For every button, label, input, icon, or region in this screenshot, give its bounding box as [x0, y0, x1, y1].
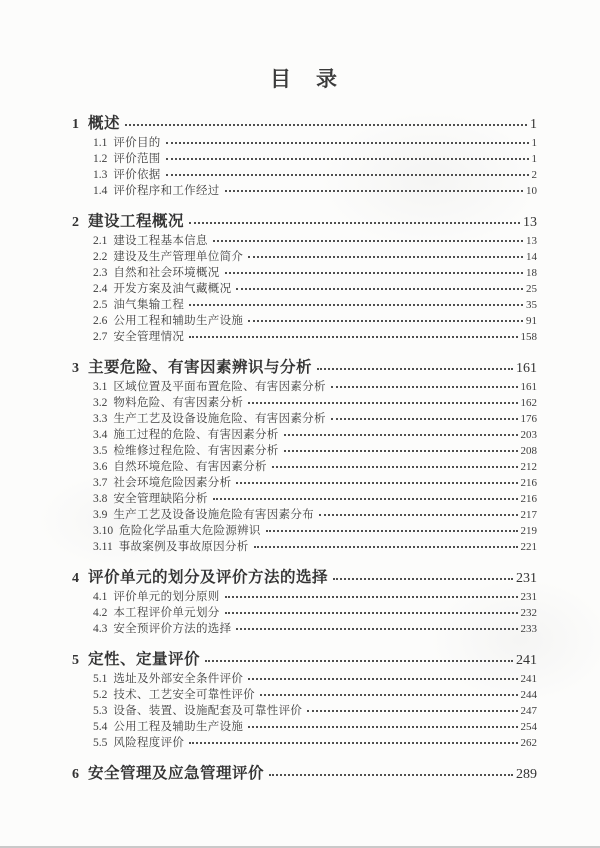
dot-leader — [236, 288, 523, 290]
dot-leader — [225, 272, 523, 274]
item-page-number: 212 — [520, 461, 537, 473]
dot-leader — [284, 450, 518, 452]
toc-item — [72, 735, 537, 751]
dot-leader — [248, 726, 517, 728]
item-page-number: 254 — [520, 721, 537, 733]
item-page-number: 176 — [520, 413, 537, 425]
item-page-number: 91 — [526, 315, 537, 327]
item-page-number: 162 — [520, 397, 537, 409]
item-page-number: 233 — [520, 623, 537, 635]
dot-leader — [213, 498, 518, 500]
toc-section — [72, 650, 537, 751]
toc-list — [72, 114, 537, 785]
toc-item — [72, 135, 537, 151]
dot-leader — [331, 386, 518, 388]
dot-leader — [248, 320, 523, 322]
section-title: 概述 — [88, 115, 121, 132]
toc-item — [72, 427, 537, 443]
toc-section-items — [72, 671, 537, 751]
dot-leader — [260, 694, 518, 696]
toc-item — [72, 459, 537, 475]
toc-item — [72, 491, 537, 507]
dot-leader — [189, 336, 517, 338]
toc-item — [72, 249, 537, 265]
dot-leader — [269, 774, 513, 776]
item-number: 4.3 — [93, 623, 108, 635]
section-page-number: 289 — [516, 767, 537, 782]
item-page-number: 247 — [520, 705, 537, 717]
dot-leader — [166, 158, 529, 160]
dot-leader — [189, 304, 523, 306]
toc-item — [72, 281, 537, 297]
dot-leader — [166, 142, 529, 144]
toc-item — [72, 395, 537, 411]
item-number: 1.3 — [93, 169, 108, 181]
toc-item — [72, 621, 537, 637]
dot-leader — [213, 240, 523, 242]
dot-leader — [189, 742, 517, 744]
item-title: 事故案例及事故原因分析 — [118, 541, 249, 553]
dot-leader — [272, 466, 518, 468]
item-number: 3.10 — [93, 525, 114, 537]
item-page-number: 10 — [526, 185, 537, 197]
item-number: 3.4 — [93, 429, 108, 441]
toc-section-heading — [72, 568, 537, 589]
section-page-number: 241 — [516, 653, 537, 668]
toc-item — [72, 703, 537, 719]
item-title: 生产工艺及设备设施危险有害因素分布 — [113, 509, 314, 521]
dot-leader — [125, 124, 527, 126]
toc-item — [72, 671, 537, 687]
section-number: 5 — [72, 653, 79, 668]
item-page-number: 241 — [520, 673, 537, 685]
item-title: 设备、装置、设施配套及可靠性评价 — [113, 705, 303, 717]
item-title: 危险化学品重大危险源辨识 — [119, 525, 261, 537]
dot-leader — [333, 578, 513, 580]
toc-item — [72, 183, 537, 199]
dot-leader — [248, 402, 517, 404]
item-title: 评价目的 — [113, 137, 161, 149]
toc-item — [72, 313, 537, 329]
item-page-number: 14 — [526, 251, 537, 263]
item-page-number: 232 — [520, 607, 537, 619]
toc-item — [72, 297, 537, 313]
item-number: 5.3 — [93, 705, 108, 717]
item-title: 风险程度评价 — [113, 737, 185, 749]
dot-leader — [225, 596, 518, 598]
section-number: 1 — [72, 117, 79, 132]
item-number: 5.2 — [93, 689, 108, 701]
toc-section — [72, 212, 537, 345]
toc-item — [72, 411, 537, 427]
item-page-number: 217 — [520, 509, 537, 521]
item-page-number: 1 — [531, 137, 537, 149]
item-number: 3.7 — [93, 477, 108, 489]
item-number: 3.5 — [93, 445, 108, 457]
item-number: 2.4 — [93, 283, 108, 295]
item-title: 自然环境危险、有害因素分析 — [113, 461, 267, 473]
dot-leader — [236, 628, 517, 630]
dot-leader — [254, 546, 518, 548]
section-number: 3 — [72, 361, 79, 376]
toc-item — [72, 167, 537, 183]
dot-leader — [284, 434, 518, 436]
toc-section-items — [72, 379, 537, 555]
item-number: 4.2 — [93, 607, 108, 619]
item-page-number: 244 — [520, 689, 537, 701]
toc-item — [72, 443, 537, 459]
section-title: 主要危险、有害因素辨识与分析 — [88, 359, 313, 376]
dot-leader — [317, 368, 513, 370]
item-title: 开发方案及油气藏概况 — [113, 283, 232, 295]
section-number: 2 — [72, 215, 79, 230]
item-page-number: 216 — [520, 477, 537, 489]
dot-leader — [331, 418, 518, 420]
dot-leader — [166, 174, 529, 176]
dot-leader — [225, 612, 518, 614]
dot-leader — [225, 190, 523, 192]
section-number: 6 — [72, 767, 79, 782]
section-page-number: 161 — [516, 361, 537, 376]
toc-item — [72, 151, 537, 167]
page-title: 目 录 — [270, 67, 339, 91]
section-title: 评价单元的划分及评价方法的选择 — [88, 569, 329, 586]
dot-leader — [319, 514, 518, 516]
item-title: 建设及生产管理单位简介 — [113, 251, 244, 263]
toc-item — [72, 233, 537, 249]
item-number: 3.9 — [93, 509, 108, 521]
item-number: 3.3 — [93, 413, 108, 425]
item-title: 公用工程及辅助生产设施 — [113, 721, 244, 733]
item-title: 社会环境危险因素分析 — [113, 477, 232, 489]
toc-item — [72, 265, 537, 281]
item-number: 3.8 — [93, 493, 108, 505]
item-page-number: 18 — [526, 267, 537, 279]
item-title: 技术、工艺安全可靠性评价 — [113, 689, 255, 701]
toc-item — [72, 523, 537, 539]
item-number: 3.2 — [93, 397, 108, 409]
item-page-number: 216 — [520, 493, 537, 505]
item-title: 物料危险、有害因素分析 — [113, 397, 244, 409]
item-title: 建设工程基本信息 — [113, 235, 208, 247]
item-page-number: 35 — [526, 299, 537, 311]
item-title: 评价范围 — [113, 153, 161, 165]
item-page-number: 219 — [520, 525, 537, 537]
item-page-number: 161 — [520, 381, 537, 393]
item-number: 1.1 — [93, 137, 108, 149]
dot-leader — [266, 530, 518, 532]
toc-section-heading — [72, 212, 537, 233]
toc-section — [72, 114, 537, 199]
toc-section — [72, 764, 537, 785]
toc-item — [72, 507, 537, 523]
item-number: 2.1 — [93, 235, 108, 247]
item-page-number: 1 — [531, 153, 537, 165]
item-page-number: 13 — [526, 235, 537, 247]
section-page-number: 1 — [530, 117, 537, 132]
toc-section-heading — [72, 358, 537, 379]
item-title: 本工程评价单元划分 — [113, 607, 220, 619]
item-title: 施工过程的危险、有害因素分析 — [113, 429, 279, 441]
item-title: 选址及外部安全条件评价 — [113, 673, 244, 685]
item-page-number: 158 — [520, 331, 537, 343]
item-number: 4.1 — [93, 591, 108, 603]
dot-leader — [236, 482, 517, 484]
toc-section-items — [72, 233, 537, 345]
section-title: 安全管理及应急管理评价 — [88, 765, 265, 782]
item-number: 2.6 — [93, 315, 108, 327]
item-number: 5.5 — [93, 737, 108, 749]
item-title: 评价程序和工作经过 — [113, 185, 220, 197]
toc-item — [72, 475, 537, 491]
item-number: 2.5 — [93, 299, 108, 311]
toc-item — [72, 687, 537, 703]
item-title: 公用工程和辅助生产设施 — [113, 315, 244, 327]
toc-section — [72, 568, 537, 637]
item-page-number: 262 — [520, 737, 537, 749]
toc-section-heading — [72, 764, 537, 785]
item-title: 区域位置及平面布置危险、有害因素分析 — [113, 381, 326, 393]
section-title: 建设工程概况 — [88, 213, 185, 230]
item-title: 生产工艺及设备设施危险、有害因素分析 — [113, 413, 326, 425]
item-number: 2.3 — [93, 267, 108, 279]
dot-leader — [189, 222, 520, 224]
item-title: 油气集输工程 — [113, 299, 185, 311]
item-number: 3.11 — [93, 541, 113, 553]
item-number: 1.4 — [93, 185, 108, 197]
toc-item — [72, 719, 537, 735]
item-title: 安全管理情况 — [113, 331, 185, 343]
toc-item — [72, 605, 537, 621]
item-number: 3.6 — [93, 461, 108, 473]
item-number: 2.7 — [93, 331, 108, 343]
toc-item — [72, 329, 537, 345]
toc-item — [72, 379, 537, 395]
dot-leader — [248, 256, 523, 258]
toc-item — [72, 589, 537, 605]
section-page-number: 13 — [523, 215, 537, 230]
item-page-number: 231 — [520, 591, 537, 603]
section-number: 4 — [72, 571, 79, 586]
toc-section-heading — [72, 650, 537, 671]
toc-section-items — [72, 589, 537, 637]
item-title: 安全管理缺陷分析 — [113, 493, 208, 505]
toc-section-heading — [72, 114, 537, 135]
item-number: 5.4 — [93, 721, 108, 733]
toc-section-items — [72, 135, 537, 199]
toc-section — [72, 358, 537, 555]
item-page-number: 221 — [520, 541, 537, 553]
item-number: 3.1 — [93, 381, 108, 393]
item-title: 检维修过程危险、有害因素分析 — [113, 445, 279, 457]
section-title: 定性、定量评价 — [88, 651, 201, 668]
item-title: 评价依据 — [113, 169, 161, 181]
item-number: 2.2 — [93, 251, 108, 263]
item-page-number: 203 — [520, 429, 537, 441]
dot-leader — [307, 710, 517, 712]
section-page-number: 231 — [516, 571, 537, 586]
item-title: 自然和社会环境概况 — [113, 267, 220, 279]
item-number: 1.2 — [93, 153, 108, 165]
dot-leader — [248, 678, 517, 680]
item-number: 5.1 — [93, 673, 108, 685]
item-title: 安全预评价方法的选择 — [113, 623, 232, 635]
item-page-number: 2 — [531, 169, 537, 181]
item-page-number: 208 — [520, 445, 537, 457]
toc-item — [72, 539, 537, 555]
item-page-number: 25 — [526, 283, 537, 295]
item-title: 评价单元的划分原则 — [113, 591, 220, 603]
dot-leader — [205, 660, 513, 662]
